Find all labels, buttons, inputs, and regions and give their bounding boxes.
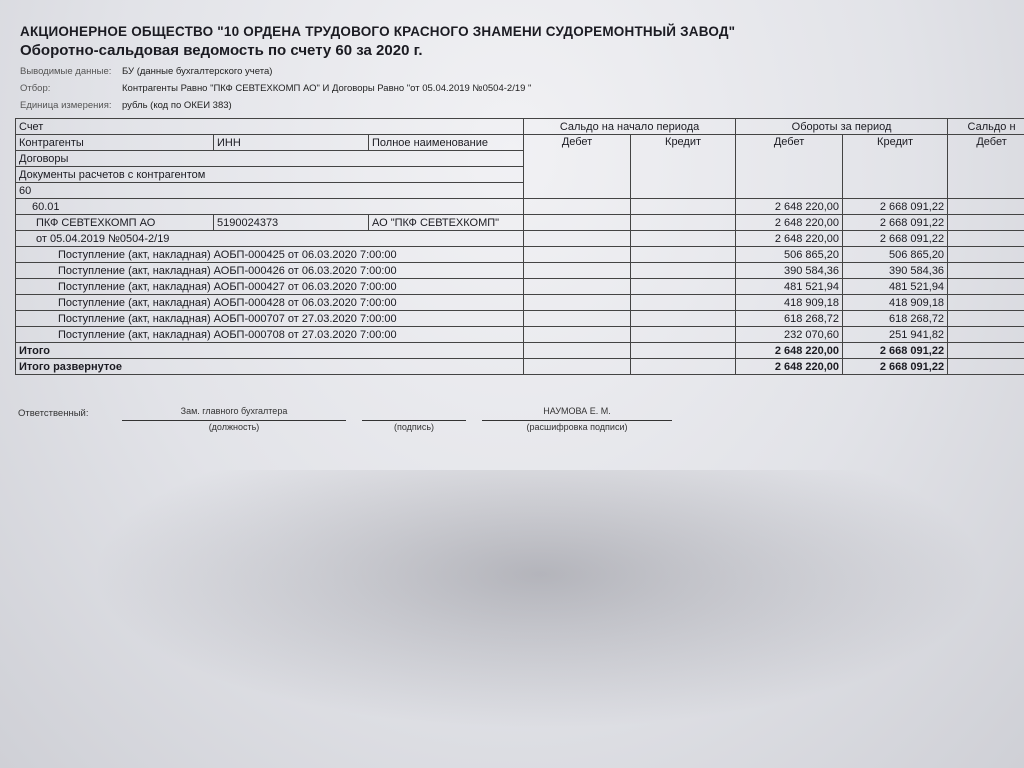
header-settlement-docs: Документы расчетов с контрагентом	[16, 167, 524, 183]
open-debit	[524, 247, 631, 263]
meta-output-data	[20, 66, 272, 77]
turn-debit: 2 648 220,00	[736, 199, 843, 215]
meta-label: Единица измерения:	[20, 100, 112, 111]
close-debit	[948, 343, 1024, 359]
header-counterparties: Контрагенты	[16, 135, 214, 151]
open-debit	[524, 359, 631, 375]
open-debit	[524, 343, 631, 359]
header-close-debit: Дебет	[948, 135, 1024, 199]
turn-debit: 2 648 220,00	[736, 231, 843, 247]
header-opening-balance: Сальдо на начало периода	[524, 119, 736, 135]
position-caption: (должность)	[208, 422, 260, 432]
total-row	[16, 343, 1024, 359]
table-row	[16, 311, 1024, 327]
turnover-balance-table	[15, 118, 1024, 375]
header-row-1	[16, 119, 1024, 135]
open-debit	[524, 295, 631, 311]
company-name: АКЦИОНЕРНОЕ ОБЩЕСТВО "10 ОРДЕНА ТРУДОВОГО КРАСНОГО ЗНАМЕНИ СУДОРЕМОНТНЫЙ ЗАВОД"	[20, 24, 736, 39]
row-label: от 05.04.2019 №0504-2/19	[16, 231, 524, 247]
open-debit	[524, 231, 631, 247]
meta-value: БУ (данные бухгалтерского учета)	[122, 66, 273, 77]
meta-filter	[20, 83, 531, 94]
row-label: Поступление (акт, накладная) АОБП-000425 от 06.03.2020 7:00:00	[16, 247, 524, 263]
header-contracts: Договоры	[16, 151, 524, 167]
open-credit	[631, 199, 736, 215]
turn-debit: 618 268,72	[736, 311, 843, 327]
table-row	[16, 199, 1024, 215]
turn-credit: 506 865,20	[843, 247, 948, 263]
turn-debit: 390 584,36	[736, 263, 843, 279]
table-row	[16, 247, 1024, 263]
header-turn-debit: Дебет	[736, 135, 843, 199]
close-debit	[948, 311, 1024, 327]
turn-credit: 2 668 091,22	[843, 359, 948, 375]
meta-value: Контрагенты Равно "ПКФ СЕВТЕХКОМП АО" И Договоры Равно "от 05.04.2019 №0504-2/19 "	[122, 83, 532, 94]
total-expanded-row	[16, 359, 1024, 375]
position-value: Зам. главного бухгалтера	[180, 406, 288, 416]
turn-credit: 618 268,72	[843, 311, 948, 327]
table-row	[16, 215, 1024, 231]
open-debit	[524, 263, 631, 279]
row-label: Итого развернутое	[16, 359, 524, 375]
turn-credit: 390 584,36	[843, 263, 948, 279]
header-closing-balance: Сальдо н	[948, 119, 1024, 135]
close-debit	[948, 327, 1024, 343]
open-debit	[524, 311, 631, 327]
header-account: Счет	[16, 119, 524, 135]
row-label: Поступление (акт, накладная) АОБП-000427 от 06.03.2020 7:00:00	[16, 279, 524, 295]
turn-credit: 418 909,18	[843, 295, 948, 311]
table-row	[16, 295, 1024, 311]
header-row-2	[16, 135, 1024, 151]
header-full-name: Полное наименование	[369, 135, 524, 151]
meta-label: Выводимые данные:	[20, 66, 112, 77]
row-label: Поступление (акт, накладная) АОБП-000426 от 06.03.2020 7:00:00	[16, 263, 524, 279]
row-label: Поступление (акт, накладная) АОБП-000707 от 27.03.2020 7:00:00	[16, 311, 524, 327]
row-label: Итого	[16, 343, 524, 359]
row-label: ПКФ СЕВТЕХКОМП АО	[16, 215, 214, 231]
open-credit	[631, 359, 736, 375]
turn-debit: 418 909,18	[736, 295, 843, 311]
table-row	[16, 327, 1024, 343]
open-credit	[631, 279, 736, 295]
close-debit	[948, 199, 1024, 215]
turn-credit: 2 668 091,22	[843, 231, 948, 247]
meta-label: Отбор:	[20, 83, 51, 94]
signature-line	[362, 420, 466, 421]
row-label: 60	[16, 183, 524, 199]
name-caption: (расшифровка подписи)	[526, 422, 628, 432]
table-row	[16, 279, 1024, 295]
open-debit	[524, 215, 631, 231]
turn-debit: 232 070,60	[736, 327, 843, 343]
row-label: 60.01	[16, 199, 524, 215]
report-title: Оборотно-сальдовая ведомость по счету 60 за 2020 г.	[20, 42, 423, 59]
open-credit	[631, 295, 736, 311]
turn-debit: 481 521,94	[736, 279, 843, 295]
meta-value: рубль (код по ОКЕИ 383)	[122, 100, 232, 111]
name-line	[482, 420, 672, 421]
row-label: Поступление (акт, накладная) АОБП-000428 от 06.03.2020 7:00:00	[16, 295, 524, 311]
close-debit	[948, 279, 1024, 295]
turn-credit: 481 521,94	[843, 279, 948, 295]
close-debit	[948, 359, 1024, 375]
turn-debit: 2 648 220,00	[736, 215, 843, 231]
open-credit	[631, 215, 736, 231]
close-debit	[948, 215, 1024, 231]
open-debit	[524, 327, 631, 343]
open-credit	[631, 343, 736, 359]
open-credit	[631, 231, 736, 247]
table-row	[16, 263, 1024, 279]
turn-credit: 2 668 091,22	[843, 215, 948, 231]
turn-credit: 2 668 091,22	[843, 199, 948, 215]
close-debit	[948, 263, 1024, 279]
close-debit	[948, 295, 1024, 311]
header-open-debit: Дебет	[524, 135, 631, 199]
open-credit	[631, 327, 736, 343]
meta-unit	[20, 100, 232, 111]
turn-credit: 2 668 091,22	[843, 343, 948, 359]
header-turnover: Обороты за период	[736, 119, 948, 135]
close-debit	[948, 231, 1024, 247]
close-debit	[948, 247, 1024, 263]
open-debit	[524, 199, 631, 215]
row-inn: 5190024373	[214, 215, 369, 231]
turn-debit: 506 865,20	[736, 247, 843, 263]
open-debit	[524, 279, 631, 295]
turn-debit: 2 648 220,00	[736, 343, 843, 359]
turn-credit: 251 941,82	[843, 327, 948, 343]
header-inn: ИНН	[214, 135, 369, 151]
header-open-credit: Кредит	[631, 135, 736, 199]
position-line	[122, 420, 346, 421]
open-credit	[631, 263, 736, 279]
open-credit	[631, 247, 736, 263]
row-full-name: АО "ПКФ СЕВТЕХКОМП"	[369, 215, 524, 231]
open-credit	[631, 311, 736, 327]
name-value: НАУМОВА Е. М.	[543, 406, 611, 416]
turn-debit: 2 648 220,00	[736, 359, 843, 375]
signature-caption: (подпись)	[393, 422, 435, 432]
responsible-label: Ответственный:	[18, 408, 89, 419]
table-row	[16, 231, 1024, 247]
paper-shadow	[90, 470, 990, 730]
header-turn-credit: Кредит	[843, 135, 948, 199]
row-label: Поступление (акт, накладная) АОБП-000708 от 27.03.2020 7:00:00	[16, 327, 524, 343]
